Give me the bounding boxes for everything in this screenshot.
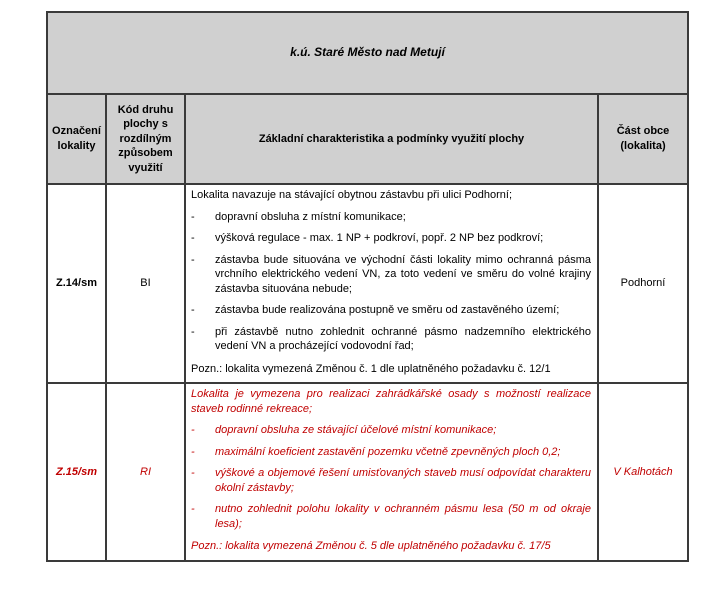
header-locality-code: Označení lokality	[47, 94, 106, 184]
bullet-marker: -	[191, 424, 195, 437]
table-title: k.ú. Staré Město nad Metují	[47, 12, 688, 94]
characteristics-cell	[185, 383, 598, 561]
area-type-code: RI	[106, 383, 185, 561]
list-item	[191, 325, 591, 354]
localities-table	[46, 11, 689, 562]
characteristics-intro: Lokalita navazuje na stávající obytnou zástavbu při ulici Podhorní;	[191, 189, 513, 201]
list-item	[191, 303, 591, 318]
list-item-text: zástavba bude situována ve východní části lokality mimo ochranná pásma vrchního elektrického vedení VN, za toto vedení ve směru do volné krajiny zástavba situována nebude;	[215, 253, 591, 295]
locality-note: Pozn.: lokalita vymezená Změnou č. 5 dle uplatněného požadavku č. 17/5	[191, 540, 551, 553]
locality-code: Z.14/sm	[47, 184, 106, 383]
list-item	[191, 502, 591, 531]
table-row	[47, 383, 688, 561]
list-item-text: nutno zohlednit polohu lokality v ochranném pásmu lesa (50 m od okraje lesa);	[215, 503, 591, 530]
list-item	[191, 445, 591, 460]
bullet-marker: -	[191, 503, 195, 516]
list-item-text: výšková regulace - max. 1 NP + podkroví, popř. 2 NP bez podkroví;	[215, 232, 544, 245]
bullet-marker: -	[191, 304, 195, 317]
list-item	[191, 466, 591, 495]
bullet-marker: -	[191, 232, 195, 245]
bullet-marker: -	[191, 445, 195, 458]
characteristics-cell	[185, 184, 598, 383]
locality-note: Pozn.: lokalita vymezená Změnou č. 1 dle uplatněného požadavku č. 12/1	[191, 362, 551, 375]
list-item	[191, 231, 591, 246]
list-item-text: výškové a objemové řešení umisťovaných staveb musí odpovídat charakteru okolní zástavby;	[215, 467, 591, 494]
table-row	[47, 184, 688, 383]
bullet-marker: -	[191, 210, 195, 223]
conditions-list	[191, 210, 591, 354]
municipality-part: Podhorní	[598, 184, 688, 383]
header-municipality-part: Část obce (lokalita)	[598, 94, 688, 184]
list-item	[191, 253, 591, 297]
list-item-text: dopravní obsluha ze stávající účelové místní komunikace;	[215, 424, 497, 437]
locality-code: Z.15/sm	[47, 383, 106, 561]
list-item	[191, 423, 591, 438]
list-item-text: zástavba bude realizována postupně ve směru od zastavěného území;	[215, 304, 560, 317]
conditions-list	[191, 423, 591, 531]
list-item-text: maximální koeficient zastavění pozemku včetně zpevněných ploch 0,2;	[215, 445, 561, 458]
municipality-part: V Kalhotách	[598, 383, 688, 561]
list-item	[191, 210, 591, 225]
header-area-type-code: Kód druhu plochy s rozdílným způsobem využití	[106, 94, 185, 184]
bullet-marker: -	[191, 253, 195, 266]
list-item-text: dopravní obsluha z místní komunikace;	[215, 210, 406, 223]
area-type-code: BI	[106, 184, 185, 383]
header-characteristics: Základní charakteristika a podmínky využití plochy	[185, 94, 598, 184]
bullet-marker: -	[191, 467, 195, 480]
bullet-marker: -	[191, 325, 195, 338]
characteristics-intro: Lokalita je vymezena pro realizaci zahrádkářské osady s možností realizace staveb rodinné rekreace;	[191, 388, 591, 415]
list-item-text: při zástavbě nutno zohlednit ochranné pásmo nadzemního elektrického vedení VN a procházející vodovodní řad;	[215, 325, 591, 353]
